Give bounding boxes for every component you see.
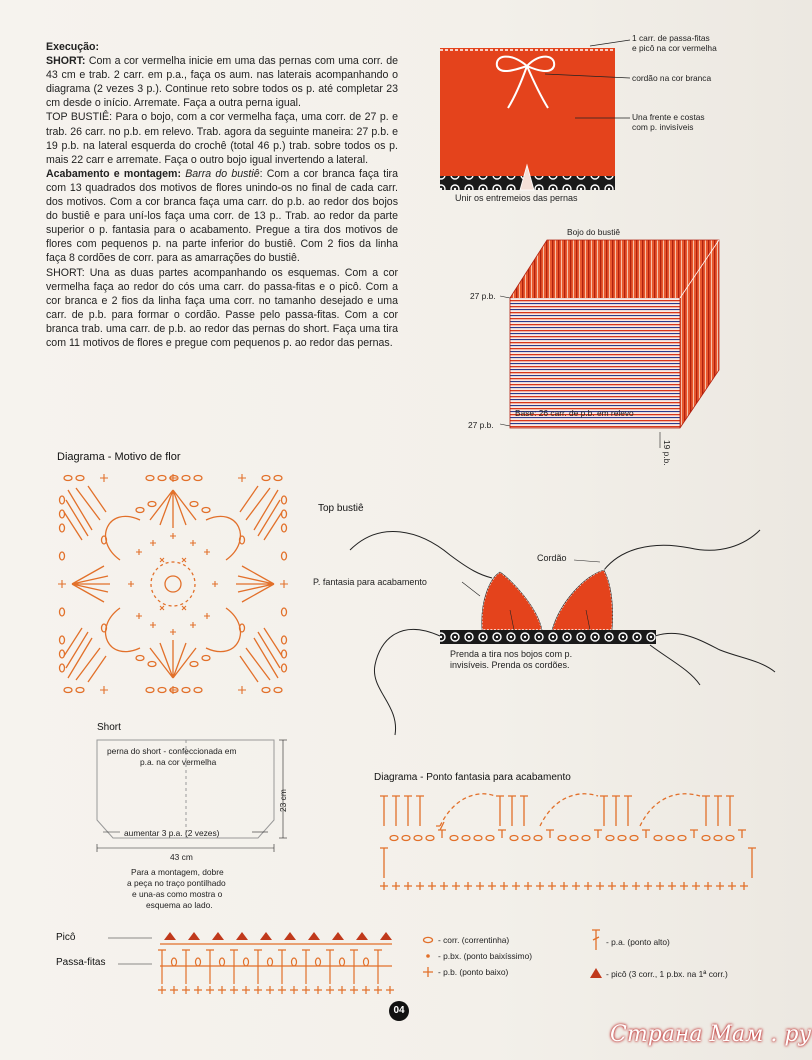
fantasia-stitch-diagram [380, 794, 756, 890]
legend-pico: - picô (3 corr., 1 p.bx. na 1ª corr.) [606, 969, 728, 979]
short-text: Com a cor vermelha inicie em uma das pernas com uma corr. de 43 cm e trab. 2 carr. em p.a., faça os aum. nas laterais acompanhando o diagrama (2 vezes 3 p.). Continue reto sobre todos os p. até completar 23 cm desde o início. Arremate. Faça a outra perna igual. [46, 55, 398, 110]
label-43cm: 43 cm [170, 852, 193, 862]
label-pico: Picô [56, 932, 76, 943]
assembly-italic-label: Barra do bustiê [185, 167, 260, 180]
label-cordao: Cordão [537, 553, 567, 563]
watermark-logo: Страна Мам . ру [610, 1022, 812, 1047]
label-passa-fitas: Passa-fitas [56, 957, 106, 968]
pa-symbol-icon [592, 930, 600, 950]
assembly-text: : Com a cor branca faça tira com 13 quadrados dos motivos de flores unindo-os no final de cada carr. dos motivos. Com a cor branca faça uma carr. do p.b. ao redor dos bojos do bustiê e para uní-los faça uma corr. de 13 p.. Trab. ao redor da parte superior o p. fantasia para o acabamento. Pregue a tira dos motivos de flores com pequenos p. na parte inferior do bustiê. Com 2 fios da linha faça 8 cordões de corr. para as amarrações do bustiê. [46, 167, 398, 265]
pb-symbol-icon [423, 967, 433, 977]
paragraph-short-assembly: SHORT: Una as duas partes acompanhando os esquemas. Com a cor vermelha faça ao redor do cós uma carr. do passa-fitas e o picô. Com a cor branca e 2 fios da linha faça uma corr. no tamanho desejado e uma carr. de p.b. para formar o cordão. Passe pelo passa-fitas. Com a cor branca trab. uma carr. de p.b. ao redor das pernas do short. Faça uma tira com 11 motivos de flores e pregue com pequenos p. ao redor das pernas. [46, 266, 398, 349]
label-cordao-branco: cordão na cor branca [632, 73, 712, 83]
note-line-3: e una-as como mostra o [132, 889, 223, 899]
short-assembled-diagram [440, 40, 630, 190]
label-passa-fitas-1: 1 carr. de passa-fitas [632, 33, 710, 43]
short-pattern-title: Short [97, 722, 121, 733]
top-bustie-title: Top bustiê [318, 503, 364, 514]
label-prenda-tira-2: invisíveis. Prenda os cordões. [450, 660, 570, 670]
pbx-symbol-icon [426, 954, 430, 958]
instructions-heading: Execução: [46, 41, 99, 53]
corr-symbol-icon [424, 937, 433, 942]
assembly-label: Acabamento e montagem: [46, 167, 181, 180]
label-p-fantasia: P. fantasia para acabamento [313, 577, 427, 587]
note-line-1: Para a montagem, dobre [131, 867, 224, 877]
fantasia-diagram-title: Diagrama - Ponto fantasia para acabamento [374, 772, 571, 783]
label-prenda-tira-1: Prenda a tira nos bojos com p. [450, 649, 573, 659]
page-number: 04 [389, 1001, 409, 1021]
bojo-title: Bojo do bustiê [567, 227, 621, 237]
flower-diagram-title: Diagrama - Motivo de flor [57, 451, 181, 463]
label-19pb: 19 p.b. [662, 440, 672, 466]
legend-corr: - corr. (correntinha) [438, 935, 510, 945]
note-line-4: esquema ao lado. [146, 900, 213, 910]
paragraph-top: TOP BUSTIÊ: Para o bojo, com a cor vermelha faça, uma corr. de 27 p. e trab. 26 carr. no p.b. em relevo. Trab. agora da seguinte maneira: 27 p.b. e 19 p.b. na lateral esquerda do crochê (total 46 p.) trab. sobre todos os p. mais 22 carr e arremate. Faça o outro bojo igual invertendo a lateral. [46, 111, 398, 166]
label-base: Base: 26 carr. de p.b. em relevo [515, 408, 634, 418]
label-unir-entremeios: Unir os entremeios das pernas [455, 193, 578, 203]
label-passa-fitas-2: e picô na cor vermelha [632, 43, 717, 53]
legend-pbx: - p.bx. (ponto baixíssimo) [438, 951, 533, 961]
note-line-2: a peça no traço pontilhado [127, 878, 226, 888]
pico-symbol-icon [590, 968, 602, 978]
label-una-frente-2: com p. invisíveis [632, 122, 694, 132]
flower-motif-diagram [58, 474, 288, 694]
label-una-frente-1: Una frente e costas [632, 112, 705, 122]
label-23cm: 23 cm [278, 789, 288, 812]
short-label: SHORT: [46, 55, 86, 68]
label-27pb-top: 27 p.b. [470, 291, 496, 301]
label-27pb-bottom: 27 p.b. [468, 420, 494, 430]
label-perna-1: perna do short - confeccionada em [107, 746, 237, 756]
legend-pa: - p.a. (ponto alto) [606, 937, 670, 947]
label-aumentar: aumentar 3 p.a. (2 vezes) [124, 828, 220, 838]
label-perna-2: p.a. na cor vermelha [140, 757, 217, 767]
legend-pb: - p.b. (ponto baixo) [438, 967, 509, 977]
pico-diagram [108, 932, 394, 994]
